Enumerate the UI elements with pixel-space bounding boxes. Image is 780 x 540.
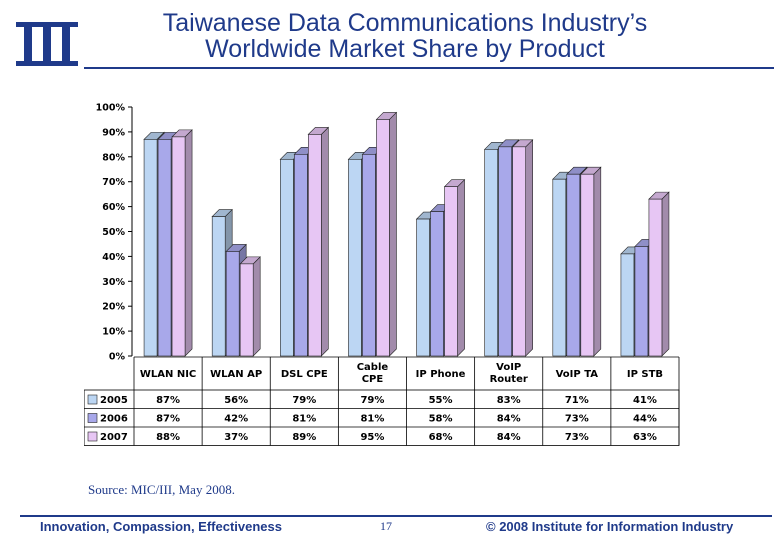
bar-front [499, 147, 512, 356]
y-tick-label: 80% [102, 152, 125, 164]
data-label: 89% [292, 432, 317, 443]
footer-motto: Innovation, Compassion, Effectiveness [40, 519, 282, 534]
bar-front [280, 159, 293, 356]
bar-2007-6 [581, 167, 601, 356]
y-tick-label: 100% [95, 102, 125, 114]
bar-front [376, 119, 389, 356]
data-label: 55% [428, 395, 453, 406]
bar-2007-7 [649, 192, 669, 356]
category-label: IP Phone [415, 369, 466, 380]
data-label: 79% [292, 395, 317, 406]
category-label: VoIP [496, 362, 522, 373]
bar-side [594, 167, 601, 356]
legend-label-2005: 2005 [100, 395, 128, 406]
bar-front [226, 251, 239, 356]
bar-side [458, 180, 465, 356]
bar-side [662, 192, 669, 356]
y-tick-label: 30% [102, 276, 125, 288]
y-tick-label: 10% [102, 326, 125, 338]
bar-front [348, 159, 361, 356]
category-label: IP STB [626, 369, 664, 380]
data-label: 73% [564, 432, 589, 443]
legend-swatch-2006 [88, 414, 97, 423]
bar-side [389, 112, 396, 356]
category-label: VoIP TA [555, 369, 599, 380]
bar-2007-5 [513, 140, 533, 356]
bar-2007-4 [445, 180, 465, 356]
category-label: WLAN AP [210, 369, 263, 380]
bar-2007-0 [172, 130, 192, 356]
bar-side [526, 140, 533, 356]
footer-copyright: © 2008 Institute for Information Industry [486, 519, 734, 534]
market-share-chart [84, 95, 681, 447]
y-tick-label: 90% [102, 127, 125, 139]
page-number: 17 [380, 519, 392, 533]
bar-front [172, 137, 185, 356]
bar-front [649, 199, 662, 356]
bar-front [445, 187, 458, 356]
legend-label-2007: 2007 [100, 432, 128, 443]
data-label: 56% [224, 395, 249, 406]
bar-front [212, 217, 225, 356]
data-label: 63% [632, 432, 657, 443]
title-underline [84, 67, 774, 69]
bar-front [294, 154, 307, 356]
bar-front [581, 174, 594, 356]
y-tick-label: 0% [108, 351, 125, 363]
bar-front [431, 212, 444, 356]
iii-logo [16, 20, 78, 68]
category-label: Cable [356, 362, 389, 373]
legend-swatch-2007 [88, 432, 97, 441]
bar-front [308, 134, 321, 356]
title-line-2: Worldwide Market Share by Product [205, 35, 605, 63]
bar-2007-2 [308, 127, 328, 356]
data-label: 84% [496, 432, 521, 443]
data-label: 41% [632, 395, 657, 406]
footer-divider [20, 515, 772, 517]
bar-side [185, 130, 192, 356]
data-label: 73% [564, 413, 589, 425]
bar-side [321, 127, 328, 356]
bar-side [253, 257, 260, 356]
y-tick-label: 60% [102, 202, 125, 214]
data-label: 88% [156, 432, 181, 443]
y-tick-label: 40% [102, 251, 125, 263]
data-label: 79% [360, 395, 385, 406]
bar-front [621, 254, 634, 356]
legend-label-2006: 2006 [100, 413, 128, 425]
data-label: 71% [564, 395, 589, 406]
data-label: 81% [292, 413, 317, 425]
bar-front [485, 149, 498, 356]
bar-front [635, 246, 648, 356]
y-tick-label: 50% [102, 227, 125, 238]
y-tick-label: 70% [102, 177, 125, 189]
bar-front [417, 219, 430, 356]
y-tick-label: 20% [102, 301, 125, 313]
bar-front [567, 174, 580, 356]
data-label: 95% [360, 432, 385, 443]
data-label: 83% [496, 395, 521, 406]
data-label: 87% [156, 395, 181, 406]
data-label: 68% [428, 432, 453, 443]
data-label: 58% [428, 413, 453, 425]
data-label: 42% [224, 413, 249, 425]
bar-2007-1 [240, 257, 260, 356]
data-label: 87% [156, 413, 181, 425]
data-label: 84% [496, 413, 521, 425]
bar-front [158, 139, 171, 356]
data-label: 81% [360, 413, 385, 425]
bar-front [240, 264, 253, 356]
bar-front [144, 139, 157, 356]
bar-front [362, 154, 375, 356]
bar-front [553, 179, 566, 356]
page-title [95, 10, 715, 62]
category-label: CPE [361, 374, 384, 385]
bar-front [513, 147, 526, 356]
category-label: WLAN NIC [139, 369, 197, 380]
bar-2007-3 [376, 112, 396, 356]
title-line-1: Taiwanese Data Communications Industry’s [162, 9, 648, 37]
legend-swatch-2005 [88, 395, 97, 404]
data-label: 37% [224, 432, 249, 443]
category-label: Router [489, 374, 528, 385]
source-note: Source: MIC/III, May 2008. [88, 482, 235, 497]
category-label: DSL CPE [280, 369, 328, 380]
data-label: 44% [632, 413, 657, 425]
